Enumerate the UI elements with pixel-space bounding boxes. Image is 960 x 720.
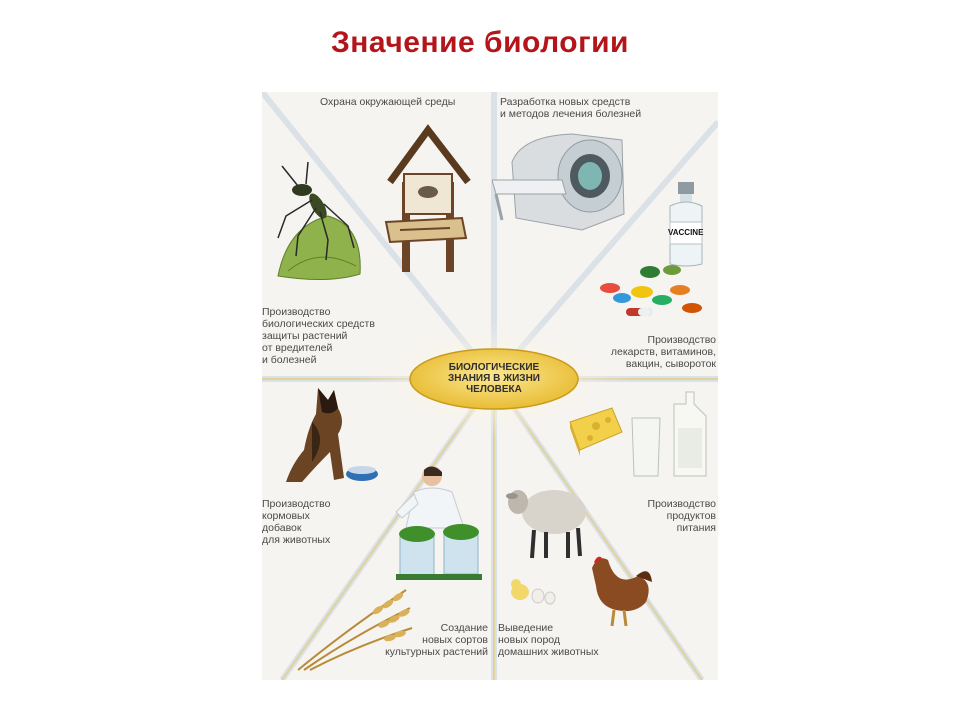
scientist-icon <box>388 464 498 584</box>
pills-icon <box>592 250 712 322</box>
label-plant-protection: Производство биологических средств защиты растений от вредителей и болезней <box>262 306 375 366</box>
label-environment: Охрана окружающей среды <box>320 96 456 108</box>
label-feed-additives: Производство кормовых добавок для животных <box>262 498 331 546</box>
chicken-icon <box>580 548 654 628</box>
house-sign-icon <box>380 122 480 272</box>
dog-icon <box>272 382 382 492</box>
label-breeds: Выведение новых пород домашних животных <box>498 622 599 658</box>
wheat-icon <box>294 582 414 672</box>
label-food: Производство продуктов питания <box>647 498 716 534</box>
page-title: Значение биологии <box>331 26 629 59</box>
label-medicine-methods: Разработка новых средств и методов лечения болезней <box>500 96 642 120</box>
biology-diagram <box>262 92 718 680</box>
chick-icon <box>506 576 556 606</box>
vaccine-label: VACCINE <box>668 228 704 237</box>
center-label: БИОЛОГИЧЕСКИЕ ЗНАНИЯ В ЖИЗНИ ЧЕЛОВЕКА <box>448 362 540 395</box>
cheese-icon <box>566 402 626 456</box>
label-drugs: Производство лекарств, витаминов, вакцин, сывороток <box>610 334 716 370</box>
scanner-icon <box>492 122 642 232</box>
milk-icon <box>628 388 712 480</box>
label-crops: Создание новых сортов культурных растений <box>385 622 488 658</box>
insect-icon <box>268 156 368 286</box>
